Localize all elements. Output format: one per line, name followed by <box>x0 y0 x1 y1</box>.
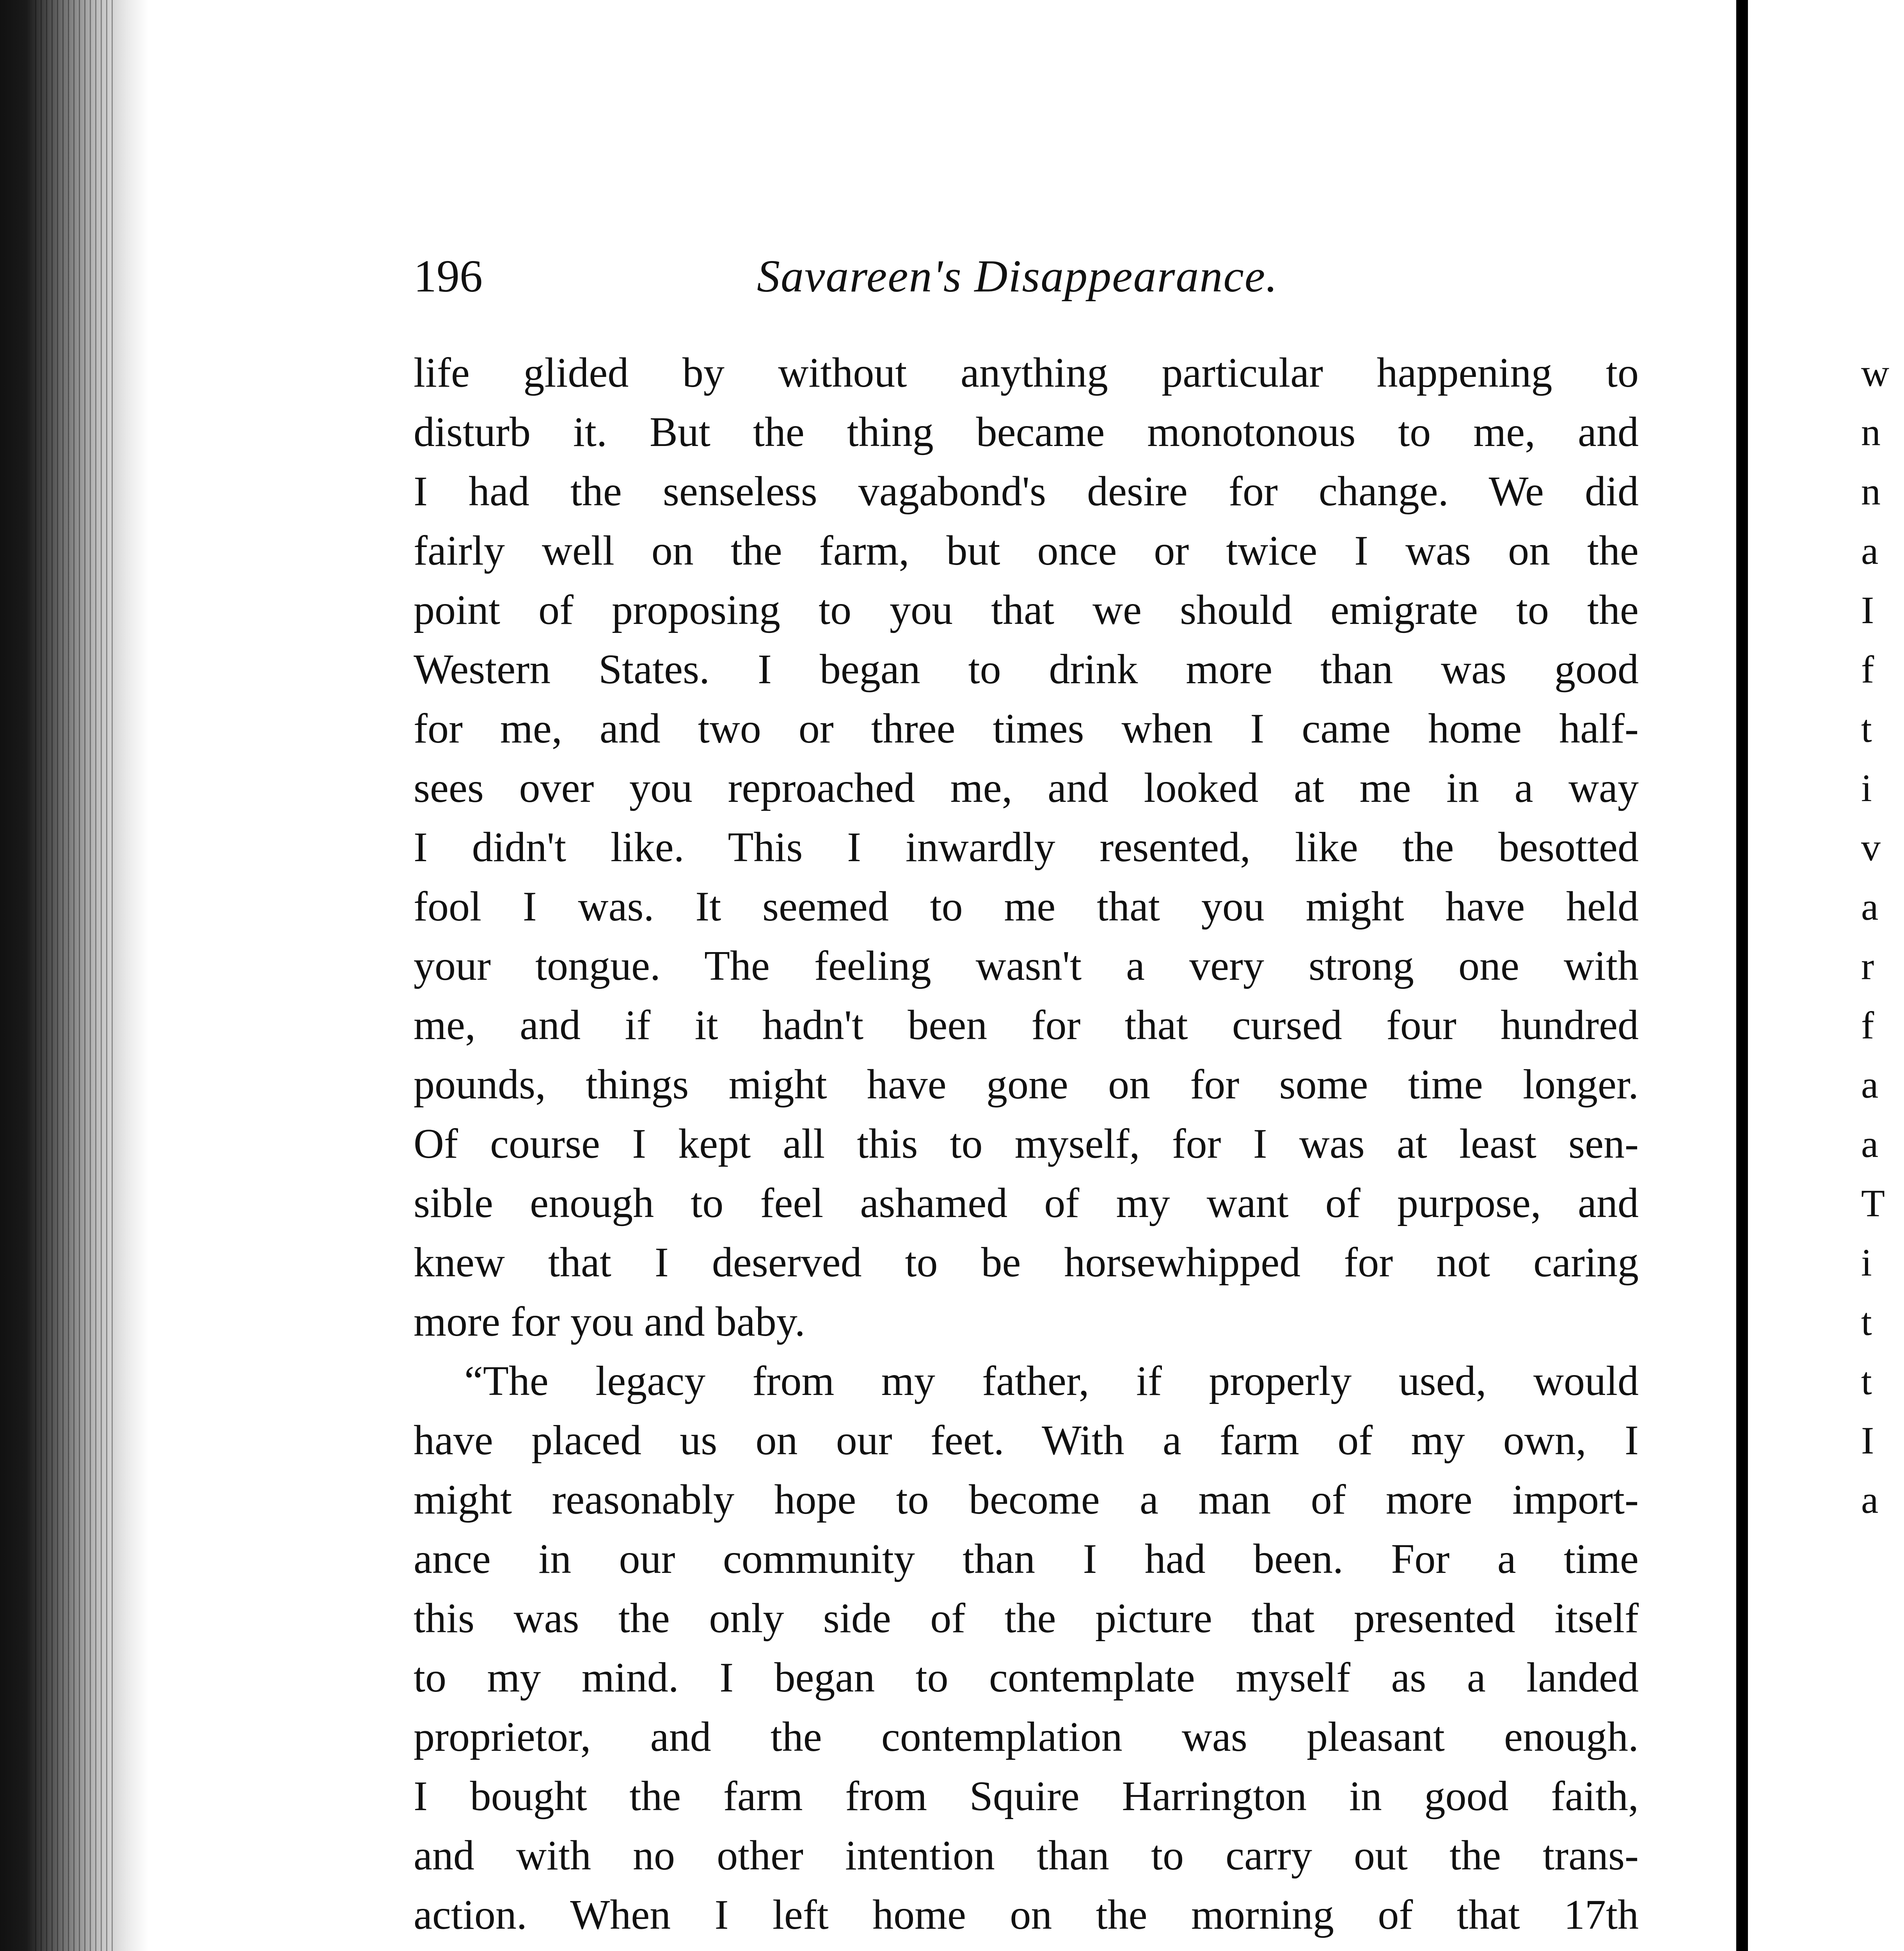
text-line: ance in our community than I had been. For a time <box>414 1536 1639 1582</box>
facing-letter: a <box>1861 885 1879 928</box>
facing-letter: f <box>1861 1004 1874 1047</box>
facing-letter: i <box>1861 1241 1872 1284</box>
facing-letter: a <box>1861 1122 1879 1166</box>
text-line: I didn't like. This I inwardly resented, like the besotted <box>414 824 1639 871</box>
text-line: I bought the farm from Squire Harrington in good faith, <box>414 1773 1639 1820</box>
facing-letter: t <box>1861 1300 1872 1343</box>
text-line: point of proposing to you that we should emigrate to the <box>414 587 1639 633</box>
page-gutter-edge <box>1736 0 1748 1951</box>
text-line: your tongue. The feeling wasn't a very strong one with <box>414 943 1639 989</box>
text-line: might reasonably hope to become a man of more import- <box>414 1477 1639 1523</box>
body-text <box>414 343 1639 1951</box>
text-line: have placed us on our feet. With a farm of my own, I <box>414 1417 1639 1464</box>
facing-letter: I <box>1861 1419 1874 1462</box>
text-line: pounds, things might have gone on for some time longer. <box>414 1061 1639 1108</box>
facing-letter: f <box>1861 648 1874 691</box>
text-line: to my mind. I began to contemplate myself as a landed <box>414 1654 1639 1701</box>
text-line: life glided by without anything particular happening to <box>414 350 1639 396</box>
facing-letter: r <box>1861 944 1874 988</box>
text-line: knew that I deserved to be horsewhipped for not caring <box>414 1239 1639 1286</box>
text-line: Of course I kept all this to myself, for I was at least sen- <box>414 1121 1639 1167</box>
text-line: this was the only side of the picture that presented itself <box>414 1595 1639 1642</box>
text-line: Western States. I began to drink more than was good <box>414 646 1639 693</box>
facing-letter: t <box>1861 1359 1872 1403</box>
facing-letter: a <box>1861 529 1879 572</box>
facing-letter: n <box>1861 470 1881 513</box>
facing-letter: i <box>1861 766 1872 810</box>
text-line: for me, and two or three times when I came home half- <box>414 705 1639 752</box>
text-line: and with no other intention than to carry out the trans- <box>414 1832 1639 1879</box>
text-line: I had the senseless vagabond's desire for change. We did <box>414 468 1639 515</box>
text-line: disturb it. But the thing became monotonous to me, and <box>414 409 1639 455</box>
facing-letter: t <box>1861 707 1872 750</box>
text-line <box>414 1945 1639 1951</box>
running-title: Savareen's Disappearance. <box>757 251 1278 302</box>
page-number: 196 <box>414 251 483 302</box>
facing-letter: w <box>1861 351 1890 394</box>
paragraph-last-line: more for you and baby. <box>414 1299 805 1345</box>
running-head <box>414 250 1639 312</box>
text-line: sible enough to feel ashamed of my want of purpose, and <box>414 1180 1639 1226</box>
facing-letter: n <box>1861 410 1881 454</box>
facing-letter: I <box>1861 588 1874 632</box>
text-line: proprietor, and the contemplation was pleasant enough. <box>414 1714 1639 1760</box>
text-line: sees over you reproached me, and looked at me in a way <box>414 765 1639 811</box>
page-edge-lines <box>35 0 113 1951</box>
text-line: fairly well on the farm, but once or twice I was on the <box>414 528 1639 574</box>
text-line: me, and if it hadn't been for that cursed four hundred <box>414 1002 1639 1048</box>
facing-letter: T <box>1861 1182 1885 1225</box>
facing-letter: a <box>1861 1478 1879 1521</box>
facing-letter: a <box>1861 1063 1879 1106</box>
text-line: action. When I left home on the morning of that 17th <box>414 1892 1639 1938</box>
text-line: fool I was. It seemed to me that you might have held <box>414 883 1639 930</box>
facing-page-letters <box>1861 343 1900 1530</box>
paragraph-first-line: “The legacy from my father, if properly used, would <box>464 1358 1639 1404</box>
facing-letter: v <box>1861 826 1881 869</box>
